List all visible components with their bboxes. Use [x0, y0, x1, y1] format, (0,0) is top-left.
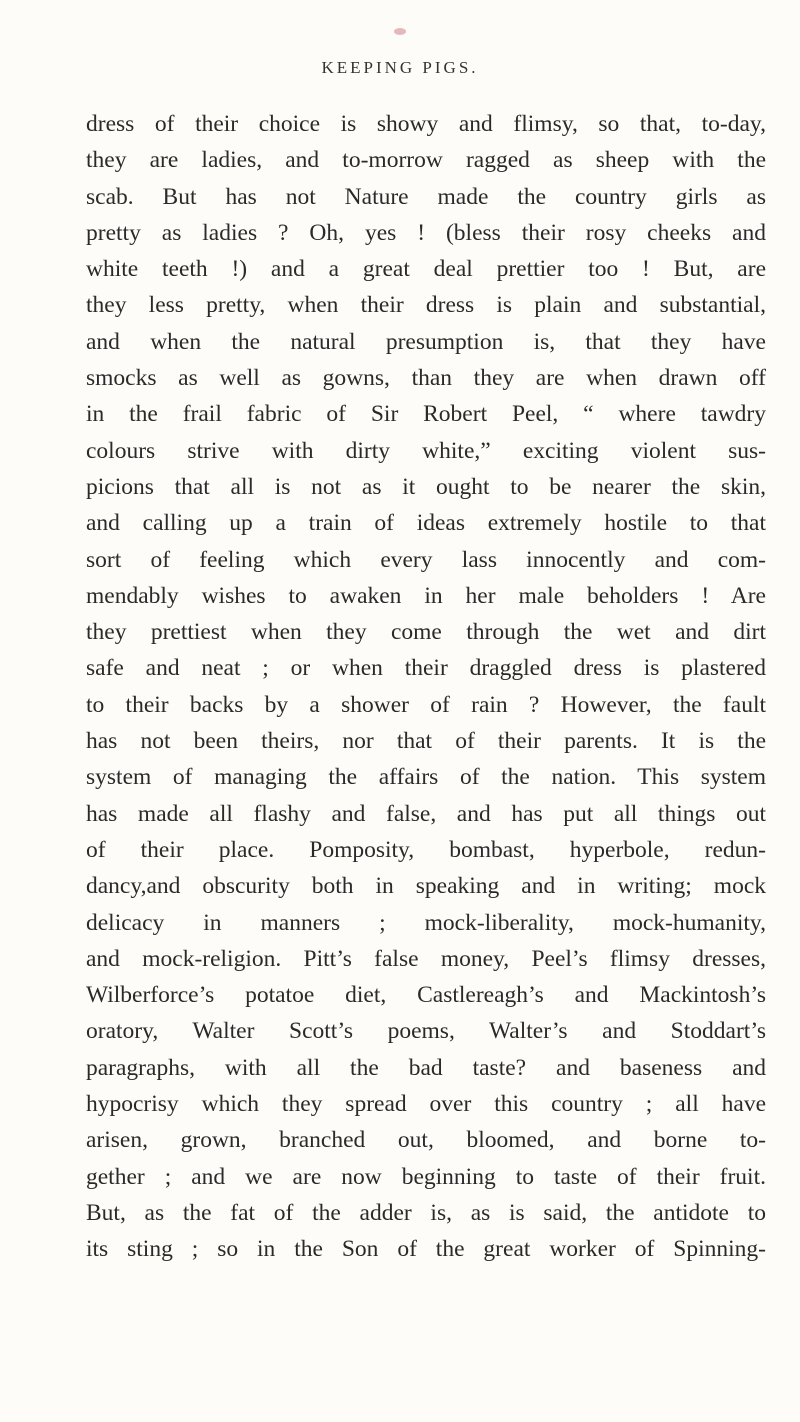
text-line: in the frail fabric of Sir Robert Peel, “ where tawdry — [86, 401, 766, 428]
text-line: they are ladies, and to-morrow ragged as sheep with the — [86, 147, 766, 174]
text-line: to their backs by a shower of rain ? However, the fault — [86, 691, 766, 718]
text-line: they less pretty, when their dress is plain and substantial, — [86, 292, 766, 319]
body-text — [86, 106, 766, 1268]
text-line: arisen, grown, branched out, bloomed, and borne to- — [86, 1127, 766, 1154]
text-line: smocks as well as gowns, than they are when drawn off — [86, 365, 766, 392]
text-line: has not been theirs, nor that of their parents. It is the — [86, 728, 766, 755]
ink-blemish — [394, 28, 406, 35]
text-line: But, as the fat of the adder is, as is said, the antidote to — [86, 1199, 766, 1226]
text-line: oratory, Walter Scott’s poems, Walter’s and Stoddart’s — [86, 1018, 766, 1045]
text-line: dress of their choice is showy and flimsy, so that, to-day, — [86, 111, 766, 137]
text-line: delicacy in manners ; mock-liberality, mock-humanity, — [86, 909, 766, 936]
text-line: and when the natural presumption is, that they have — [86, 328, 766, 355]
running-head: KEEPING PIGS. — [321, 58, 479, 77]
text-line: white teeth !) and a great deal prettier too ! But, are — [86, 256, 766, 283]
text-line: of their place. Pomposity, bombast, hyperbole, redun- — [86, 836, 766, 863]
text-line: gether ; and we are now beginning to taste of their fruit. — [86, 1163, 766, 1190]
text-line: dancy,and obscurity both in speaking and in writing; mock — [86, 873, 766, 900]
text-line: paragraphs, with all the bad taste? and baseness and — [86, 1054, 766, 1081]
text-line: sort of feeling which every lass innocently and com- — [86, 546, 766, 573]
text-line: picions that all is not as it ought to be nearer the skin, — [86, 473, 766, 500]
text-line: hypocrisy which they spread over this country ; all have — [86, 1091, 766, 1118]
text-line: Wilberforce’s potatoe diet, Castlereagh’s and Mackintosh’s — [86, 982, 766, 1009]
text-line: its sting ; so in the Son of the great worker of Spinning- — [86, 1236, 766, 1263]
text-line: pretty as ladies ? Oh, yes ! (bless their rosy cheeks and — [86, 219, 766, 246]
text-line: they prettiest when they come through the wet and dirt — [86, 619, 766, 646]
text-line: mendably wishes to awaken in her male beholders ! Are — [86, 582, 766, 609]
text-line: has made all flashy and false, and has put all things out — [86, 800, 766, 827]
text-line: and mock-religion. Pitt’s false money, Peel’s flimsy dresses, — [86, 945, 766, 972]
text-line: colours strive with dirty white,” exciting violent sus- — [86, 437, 766, 464]
text-line: and calling up a train of ideas extremely hostile to that — [86, 510, 766, 537]
text-line: system of managing the affairs of the nation. This system — [86, 764, 766, 791]
text-line: scab. But has not Nature made the country girls as — [86, 183, 766, 210]
text-line: safe and neat ; or when their draggled dress is plastered — [86, 655, 766, 682]
